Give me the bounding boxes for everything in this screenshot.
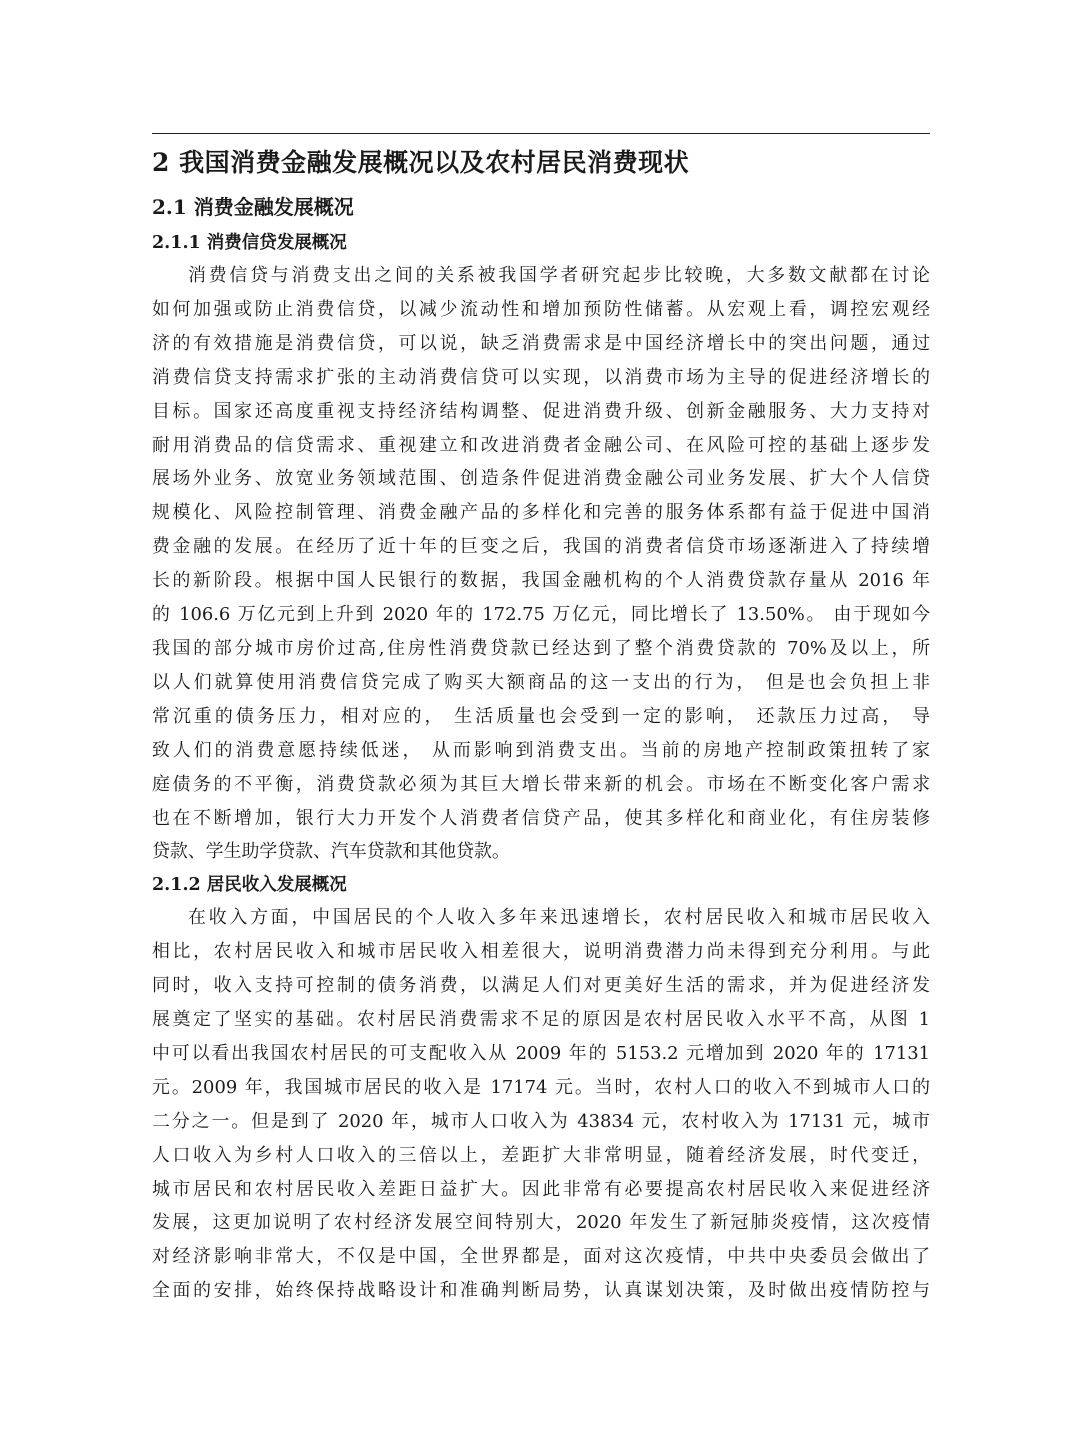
text-line: 相比，农村居民收入和城市居民收入相差很大，说明消费潜力尚未得到充分利用。与此 bbox=[152, 941, 930, 963]
text-line: 规模化、风险控制管理、消费金融产品的多样化和完善的服务体系都有益于促进中国消 bbox=[152, 502, 930, 524]
document-page bbox=[152, 0, 930, 1439]
text-line: 城市居民和农村居民收入差距日益扩大。因此非常有必要提高农村居民收入来促进经济 bbox=[152, 1178, 930, 1200]
text-line: 耐用消费品的信贷需求、重视建立和改进消费者金融公司、在风险可控的基础上逐步发 bbox=[152, 434, 930, 456]
text-line: 同时，收入支持可控制的债务消费，以满足人们对更美好生活的需求，并为促进经济发 bbox=[152, 975, 930, 997]
section-title: 2.1 消费金融发展概况 bbox=[152, 195, 354, 219]
text-line: 展奠定了坚实的基础。农村居民消费需求不足的原因是农村居民收入水平不高，从图 1 bbox=[152, 1009, 930, 1031]
document-body bbox=[152, 143, 930, 1308]
chapter-title: 2 我国消费金融发展概况以及农村居民消费现状 bbox=[152, 148, 690, 177]
text-line: 致人们的消费意愿持续低迷， 从而影响到消费支出。当前的房地产控制政策扭转了家 bbox=[152, 739, 930, 761]
text-line: 发展，这更加说明了农村经济发展空间特别大，2020 年发生了新冠肺炎疫情，这次疫情 bbox=[152, 1212, 930, 1234]
text-line: 元。2009 年，我国城市居民的收入是 17174 元。当时，农村人口的收入不到城市人口的 bbox=[152, 1076, 930, 1098]
text-line: 也在不断增加，银行大力开发个人消费者信贷产品，使其多样化和商业化，有住房装修 bbox=[152, 807, 930, 829]
text-line: 中可以看出我国农村居民的可支配收入从 2009 年的 5153.2 元增加到 2020 年的 17131 bbox=[152, 1042, 930, 1064]
subsection-title-income: 2.1.2 居民收入发展概况 bbox=[152, 875, 347, 896]
text-line: 济的有效措施是消费信贷，可以说，缺乏消费需求是中国经济增长中的突出问题，通过 bbox=[152, 332, 930, 354]
paragraph-resident-income bbox=[152, 901, 930, 1308]
text-line: 以人们就算使用消费信贷完成了购买大额商品的这一支出的行为， 但是也会负担上非 bbox=[152, 671, 930, 693]
text-line: 如何加强或防止消费信贷，以减少流动性和增加预防性储蓄。从宏观上看，调控宏观经 bbox=[152, 298, 930, 320]
text-line: 展场外业务、放宽业务领域范围、创造条件促进消费金融公司业务发展、扩大个人信贷 bbox=[152, 468, 930, 490]
paragraph-consumer-credit bbox=[152, 259, 930, 869]
text-line: 在收入方面，中国居民的个人收入多年来迅速增长，农村居民收入和城市居民收入 bbox=[188, 907, 930, 929]
text-line: 人口收入为乡村人口收入的三倍以上，差距扩大非常明显，随着经济发展，时代变迁， bbox=[152, 1144, 930, 1166]
text-line: 二分之一。但是到了 2020 年，城市人口收入为 43834 元，农村收入为 17131 元，城市 bbox=[152, 1110, 930, 1132]
text-line: 对经济影响非常大，不仅是中国，全世界都是，面对这次疫情，中共中央委员会做出了 bbox=[152, 1246, 930, 1268]
text-line: 我国的部分城市房价过高,住房性消费贷款已经达到了整个消费贷款的 70%及以上，所 bbox=[152, 637, 930, 659]
text-line: 消费信贷与消费支出之间的关系被我国学者研究起步比较晚，大多数文献都在讨论 bbox=[188, 265, 930, 286]
text-line: 目标。国家还高度重视支持经济结构调整、促进消费升级、创新金融服务、大力支持对 bbox=[152, 400, 930, 422]
text-line: 费金融的发展。在经历了近十年的巨变之后，我国的消费者信贷市场逐渐进入了持续增 bbox=[152, 536, 930, 558]
text-line: 全面的安排，始终保持战略设计和准确判断局势，认真谋划决策，及时做出疫情防控与 bbox=[152, 1280, 930, 1302]
header-rule bbox=[152, 133, 930, 134]
text-line: 消费信贷支持需求扩张的主动消费信贷可以实现，以消费市场为主导的促进经济增长的 bbox=[152, 366, 930, 388]
text-line: 长的新阶段。根据中国人民银行的数据，我国金融机构的个人消费贷款存量从 2016 年 bbox=[152, 570, 930, 592]
text-line: 常沉重的债务压力，相对应的， 生活质量也会受到一定的影响， 还款压力过高， 导 bbox=[152, 705, 930, 727]
text-line: 的 106.6 万亿元到上升到 2020 年的 172.75 万亿元，同比增长了 13.50%。 由于现如今 bbox=[152, 604, 930, 626]
text-line: 庭债务的不平衡，消费贷款必须为其巨大增长带来新的机会。市场在不断变化客户需求 bbox=[152, 773, 930, 795]
text-line: 贷款、学生助学贷款、汽车贷款和其他贷款。 bbox=[152, 841, 510, 863]
subsection-title-credit: 2.1.1 消费信贷发展概况 bbox=[152, 233, 347, 253]
